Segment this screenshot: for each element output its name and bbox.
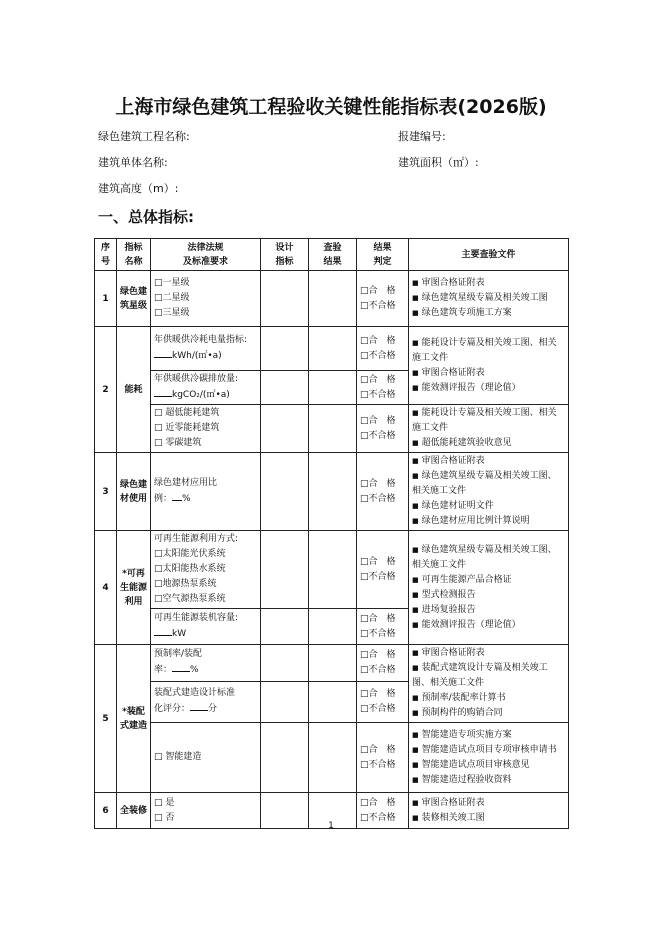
docs-cell: ■ 审图合格证附表 ■ 装配式建筑设计专篇及相关竣工图、相关施工文件 ■ 预制率/装配率计算书 ■ 预制构件的购销合同 [409, 645, 569, 723]
judge-cell: □合 格 □不合格 [357, 271, 409, 327]
docs-cell: ■ 审图合格证附表 ■ 绿色建筑星级专篇及相关竣工图、相关施工文件 ■ 绿色建材证明文件 ■ 绿色建材应用比例计算说明 [409, 453, 569, 531]
judge-cell: □合 格 □不合格 [357, 371, 409, 405]
row-name: 能耗 [117, 327, 151, 453]
header-check: 查验 结果 [309, 239, 357, 271]
design-cell[interactable] [261, 609, 309, 645]
design-cell[interactable] [261, 271, 309, 327]
docs-cell: ■ 审图合格证附表 ■ 绿色建筑星级专篇及相关竣工图 ■ 绿色建筑专项施工方案 [409, 271, 569, 327]
indicator-table [94, 238, 569, 829]
height-label: 建筑高度（m）: [98, 182, 179, 195]
check-cell[interactable] [309, 645, 357, 682]
page-number: 1 [328, 821, 334, 831]
row-name: 绿色建筑星级 [117, 271, 151, 327]
table-row [95, 723, 569, 793]
row-law: □ 智能建造 [151, 723, 261, 793]
building-name-label: 建筑单体名称: [98, 156, 168, 169]
judge-cell: □合 格 □不合格 [357, 645, 409, 682]
row-law: 可再生能源装机容量: kW [151, 609, 261, 645]
judge-cell: □合 格 □不合格 [357, 681, 409, 722]
header-row [95, 239, 569, 271]
judge-cell: □合 格 □不合格 [357, 531, 409, 609]
check-cell[interactable] [309, 609, 357, 645]
project-name-label: 绿色建筑工程名称: [98, 130, 190, 143]
design-cell[interactable] [261, 405, 309, 453]
check-cell[interactable] [309, 405, 357, 453]
check-cell[interactable] [309, 271, 357, 327]
area-label: 建筑面积（㎡）: [398, 156, 479, 169]
row-law: □ 超低能耗建筑 □ 近零能耗建筑 □ 零碳建筑 [151, 405, 261, 453]
check-cell[interactable] [309, 453, 357, 531]
page-title: 上海市绿色建筑工程验收关键性能指标表(2026版) [115, 96, 547, 118]
judge-cell: □合 格 □不合格 [357, 609, 409, 645]
row-no: 6 [95, 793, 117, 829]
docs-cell: ■ 审图合格证附表 ■ 装修相关竣工图 [409, 793, 569, 829]
row-law: 年供暖供冷碳排放量: kgCO₂/(㎡•a) [151, 371, 261, 405]
judge-cell: □合 格 □不合格 [357, 405, 409, 453]
judge-cell: □合 格 □不合格 [357, 793, 409, 829]
table-row [95, 327, 569, 371]
design-cell[interactable] [261, 681, 309, 722]
row-law: 装配式建造设计标准 化评分： 分 [151, 681, 261, 722]
section-title: 一、总体指标: [98, 208, 194, 226]
check-cell[interactable] [309, 681, 357, 722]
row-name: *装配式建造 [117, 645, 151, 793]
row-law: 可再生能源利用方式: □太阳能光伏系统 □太阳能热水系统 □地源热泵系统 □空气源热泵系统 [151, 531, 261, 609]
judge-cell: □合 格 □不合格 [357, 453, 409, 531]
report-no-label: 报建编号: [398, 130, 446, 143]
check-cell[interactable] [309, 531, 357, 609]
row-law: □一星级 □二星级 □三星级 [151, 271, 261, 327]
check-cell[interactable] [309, 371, 357, 405]
row-no: 4 [95, 531, 117, 645]
row-no: 2 [95, 327, 117, 453]
row-name: *可再生能源利用 [117, 531, 151, 645]
docs-cell: ■ 能耗设计专篇及相关竣工图、相关施工文件 ■ 超低能耗建筑验收意见 [409, 405, 569, 453]
docs-cell: ■ 智能建造专项实施方案 ■ 智能建造试点项目专项审核申请书 ■ 智能建造试点项目审核意见 ■ 智能建造过程验收资料 [409, 723, 569, 793]
design-cell[interactable] [261, 723, 309, 793]
row-no: 1 [95, 271, 117, 327]
header-law: 法律法规 及标准要求 [151, 239, 261, 271]
row-no: 3 [95, 453, 117, 531]
row-law: 预制率/装配 率： % [151, 645, 261, 682]
row-name: 绿色建材使用 [117, 453, 151, 531]
row-law: □ 是 □ 否 [151, 793, 261, 829]
header-design: 设计 指标 [261, 239, 309, 271]
table-row [95, 531, 569, 609]
design-cell[interactable] [261, 531, 309, 609]
judge-cell: □合 格 □不合格 [357, 327, 409, 371]
docs-cell: ■ 绿色建筑星级专篇及相关竣工图、相关施工文件 ■ 可再生能源产品合格证 ■ 型式检测报告 ■ 进场复验报告 ■ 能效测评报告（理论值） [409, 531, 569, 645]
table-row [95, 271, 569, 327]
header-no: 序 号 [95, 239, 117, 271]
docs-cell: ■ 能耗设计专篇及相关竣工图、相关施工文件 ■ 审图合格证附表 ■ 能效测评报告（理论值） [409, 327, 569, 405]
header-judge: 结果 判定 [357, 239, 409, 271]
check-cell[interactable] [309, 327, 357, 371]
table-row [95, 453, 569, 531]
check-cell[interactable] [309, 723, 357, 793]
table-row [95, 405, 569, 453]
design-cell[interactable] [261, 645, 309, 682]
judge-cell: □合 格 □不合格 [357, 723, 409, 793]
design-cell[interactable] [261, 327, 309, 371]
row-no: 5 [95, 645, 117, 793]
header-name: 指标 名称 [117, 239, 151, 271]
header-docs: 主要查验文件 [409, 239, 569, 271]
row-law: 绿色建材应用比 例： % [151, 453, 261, 531]
row-name: 全装修 [117, 793, 151, 829]
table-row [95, 645, 569, 682]
row-law: 年供暖供冷耗电量指标: kWh/(㎡•a) [151, 327, 261, 371]
design-cell[interactable] [261, 371, 309, 405]
design-cell[interactable] [261, 453, 309, 531]
